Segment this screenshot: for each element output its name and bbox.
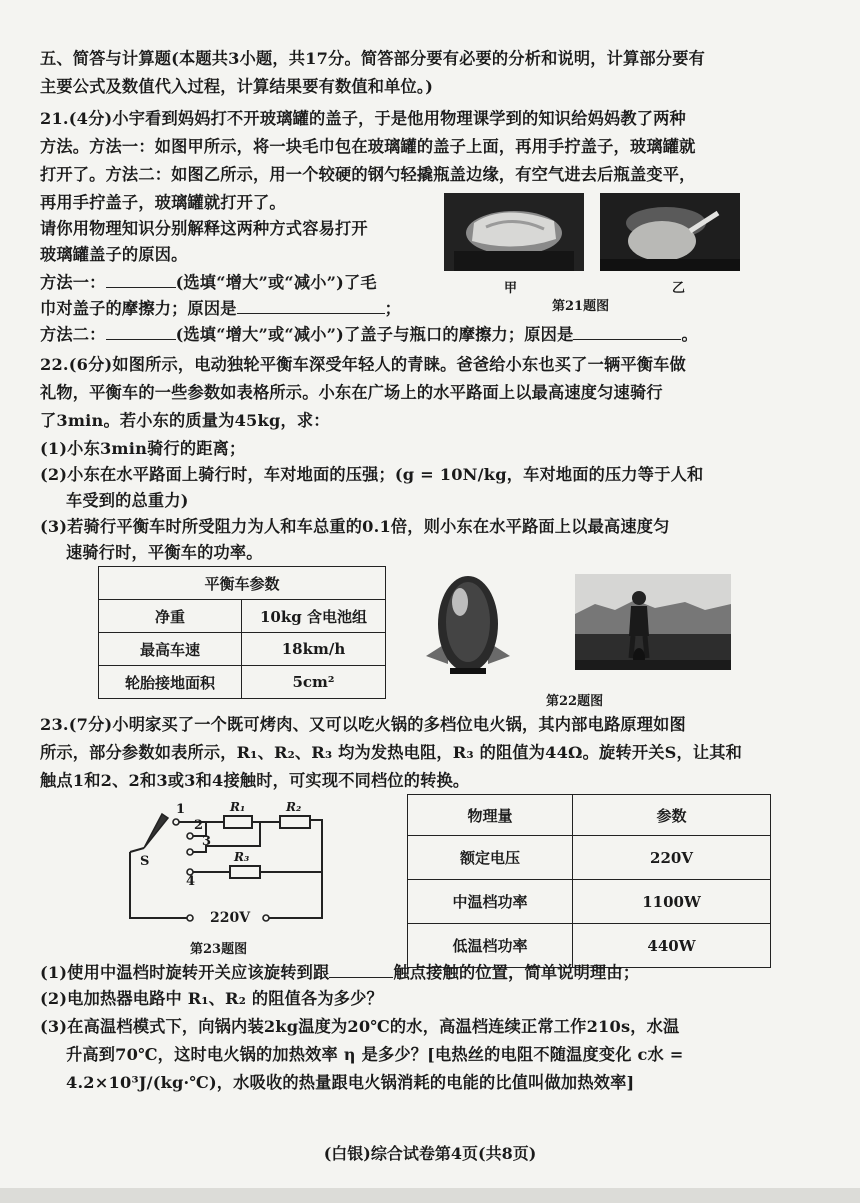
q22-part2-line1: (2)小东在水平路面上骑行时，车对地面的压强；(g = 10N/kg，车对地面的压力等于人和	[40, 465, 704, 484]
q23-circuit-diagram	[110, 800, 340, 950]
q23-table-label: 中温档功率	[408, 880, 573, 924]
q21-text-line2: 方法。方法一：如图甲所示，将一块毛巾包在玻璃罐的盖子上面，再用手拧盖子，玻璃罐就	[40, 137, 696, 156]
q21-method2-reason-blank[interactable]	[573, 322, 681, 340]
scan-edge-band	[0, 1188, 860, 1203]
q21-method1-label: 方法一：	[40, 273, 106, 292]
q21-method2-label: 方法二：	[40, 325, 106, 344]
q23-part1-blank[interactable]	[329, 960, 393, 978]
q21-photo-jia	[444, 193, 584, 271]
q23-part3-line1: (3)在高温档模式下，向锅内装2kg温度为20℃的水，高温档连续正常工作210s，水温	[40, 1017, 680, 1036]
q21-text-line5: 请你用物理知识分别解释这两种方式容易打开	[40, 219, 368, 238]
q23-part1-line	[40, 960, 639, 984]
q21-method2-blank[interactable]	[106, 322, 176, 340]
q21-method2-text: (选填“增大”或“减小”)了盖子与瓶口的摩擦力；原因是	[175, 325, 574, 344]
q23-part1-text: (1)使用中温档时旋转开关应该旋转到跟	[40, 963, 330, 982]
q23-contact-3: 3	[202, 834, 212, 849]
q21-label-jia: 甲	[504, 281, 518, 296]
q21-method1-end: ；	[384, 299, 402, 318]
q22-unicycle-image	[418, 572, 518, 678]
q23-part3-line3: 4.2×10³J/(kg·℃)，水吸收的热量跟电火锅消耗的电能的比值叫做加热效率]	[66, 1073, 635, 1092]
q23-text-line3: 触点1和2、2和3或3和4接触时，可实现不同档位的转换。	[40, 771, 470, 790]
q22-text-line2: 礼物，平衡车的一些参数如表格所示。小东在广场上的水平路面上以最高速度匀速骑行	[40, 383, 663, 402]
q22-table-value: 5cm²	[242, 666, 386, 699]
q23-table-label: 额定电压	[408, 836, 573, 880]
q21-photo-yi	[600, 193, 740, 271]
section-heading-line1: 五、简答与计算题(本题共3小题，共17分。简答部分要有必要的分析和说明，计算部分要有	[40, 49, 705, 68]
q22-part3-line1: (3)若骑行平衡车时所受阻力为人和车总重的0.1倍，则小东在水平路面上以最高速度匀	[40, 517, 670, 536]
q21-method1-reason-line	[40, 296, 401, 320]
q21-method2-end: 。	[681, 325, 698, 344]
q22-table-value: 10kg 含电池组	[242, 600, 386, 633]
q23-text-line2: 所示，部分参数如表所示，R₁、R₂、R₃ 均为发热电阻，R₃ 的阻值为44Ω。旋转开关S，让其和	[40, 743, 743, 762]
q21-method1-choice: (选填“增大”或“减小”)了毛	[175, 273, 377, 292]
q22-caption: 第22题图	[546, 694, 604, 709]
q22-rider-photo	[575, 574, 731, 670]
q21-caption: 第21题图	[552, 299, 610, 314]
q23-table-header: 物理量	[408, 795, 573, 836]
q21-method2-line	[40, 322, 698, 346]
q22-text-line1: 22.(6分)如图所示，电动独轮平衡车深受年轻人的青睐。爸爸给小东也买了一辆平衡车做	[40, 355, 686, 374]
q22-part2-line2: 车受到的总重力)	[66, 491, 189, 510]
q23-table-value: 220V	[573, 836, 771, 880]
q21-method1-blank[interactable]	[106, 270, 176, 288]
q23-contact-4: 4	[186, 874, 196, 889]
q23-contact-2: 2	[194, 818, 204, 833]
q21-method1-reason-label: 巾对盖子的摩擦力；原因是	[40, 299, 237, 318]
section-heading-line2: 主要公式及数值代入过程，计算结果要有数值和单位。)	[40, 77, 434, 96]
q22-table-title: 平衡车参数	[99, 567, 386, 600]
q23-contact-1: 1	[176, 802, 186, 817]
q22-part3-line2: 速骑行时，平衡车的功率。	[66, 543, 263, 562]
q21-text-line3: 打开了。方法二：如图乙所示，用一个较硬的钢勺轻撬瓶盖边缘，有空气进去后瓶盖变平，	[40, 165, 696, 184]
q23-resistor-r1: R₁	[230, 800, 246, 814]
q21-text-line1: 21.(4分)小宇看到妈妈打不开玻璃罐的盖子，于是他用物理课学到的知识给妈妈教了两种	[40, 109, 686, 128]
q22-table-label: 轮胎接地面积	[99, 666, 242, 699]
page-footer: (白银)综合试卷第4页(共8页)	[323, 1144, 537, 1163]
q23-table-label: 低温档功率	[408, 924, 573, 968]
q21-text-line6: 玻璃罐盖子的原因。	[40, 245, 188, 264]
q21-method1-line	[40, 270, 377, 294]
q23-resistor-r3: R₃	[234, 850, 250, 864]
q22-parameter-table	[98, 566, 386, 699]
q23-part3-line2: 升高到70℃，这时电火锅的加热效率 η 是多少？[电热丝的电阻不随温度变化 c水 =	[66, 1045, 684, 1064]
q23-caption: 第23题图	[190, 942, 248, 957]
q23-table-value: 440W	[573, 924, 771, 968]
q23-text-line1: 23.(7分)小明家买了一个既可烤肉、又可以吃火锅的多档位电火锅，其内部电路原理如图	[40, 715, 686, 734]
q22-part1: (1)小东3min骑行的距离；	[40, 439, 246, 458]
q22-table-label: 最高车速	[99, 633, 242, 666]
q23-parameter-table	[407, 794, 771, 968]
q23-voltage-label: 220V	[210, 910, 251, 926]
q21-text-line4: 再用手拧盖子，玻璃罐就打开了。	[40, 193, 286, 212]
q23-resistor-r2: R₂	[286, 800, 302, 814]
q22-text-line3: 了3min。若小东的质量为45kg，求：	[40, 411, 330, 430]
q22-table-label: 净重	[99, 600, 242, 633]
q23-part2: (2)电加热器电路中 R₁、R₂ 的阻值各为多少？	[40, 989, 383, 1008]
q22-table-value: 18km/h	[242, 633, 386, 666]
q23-switch-s: S	[140, 854, 150, 869]
q21-label-yi: 乙	[672, 281, 686, 296]
q23-part1-text-end: 触点接触的位置，简单说明理由；	[393, 963, 640, 982]
q21-method1-reason-blank[interactable]	[237, 296, 385, 314]
q23-table-value: 1100W	[573, 880, 771, 924]
q23-table-header: 参数	[573, 795, 771, 836]
